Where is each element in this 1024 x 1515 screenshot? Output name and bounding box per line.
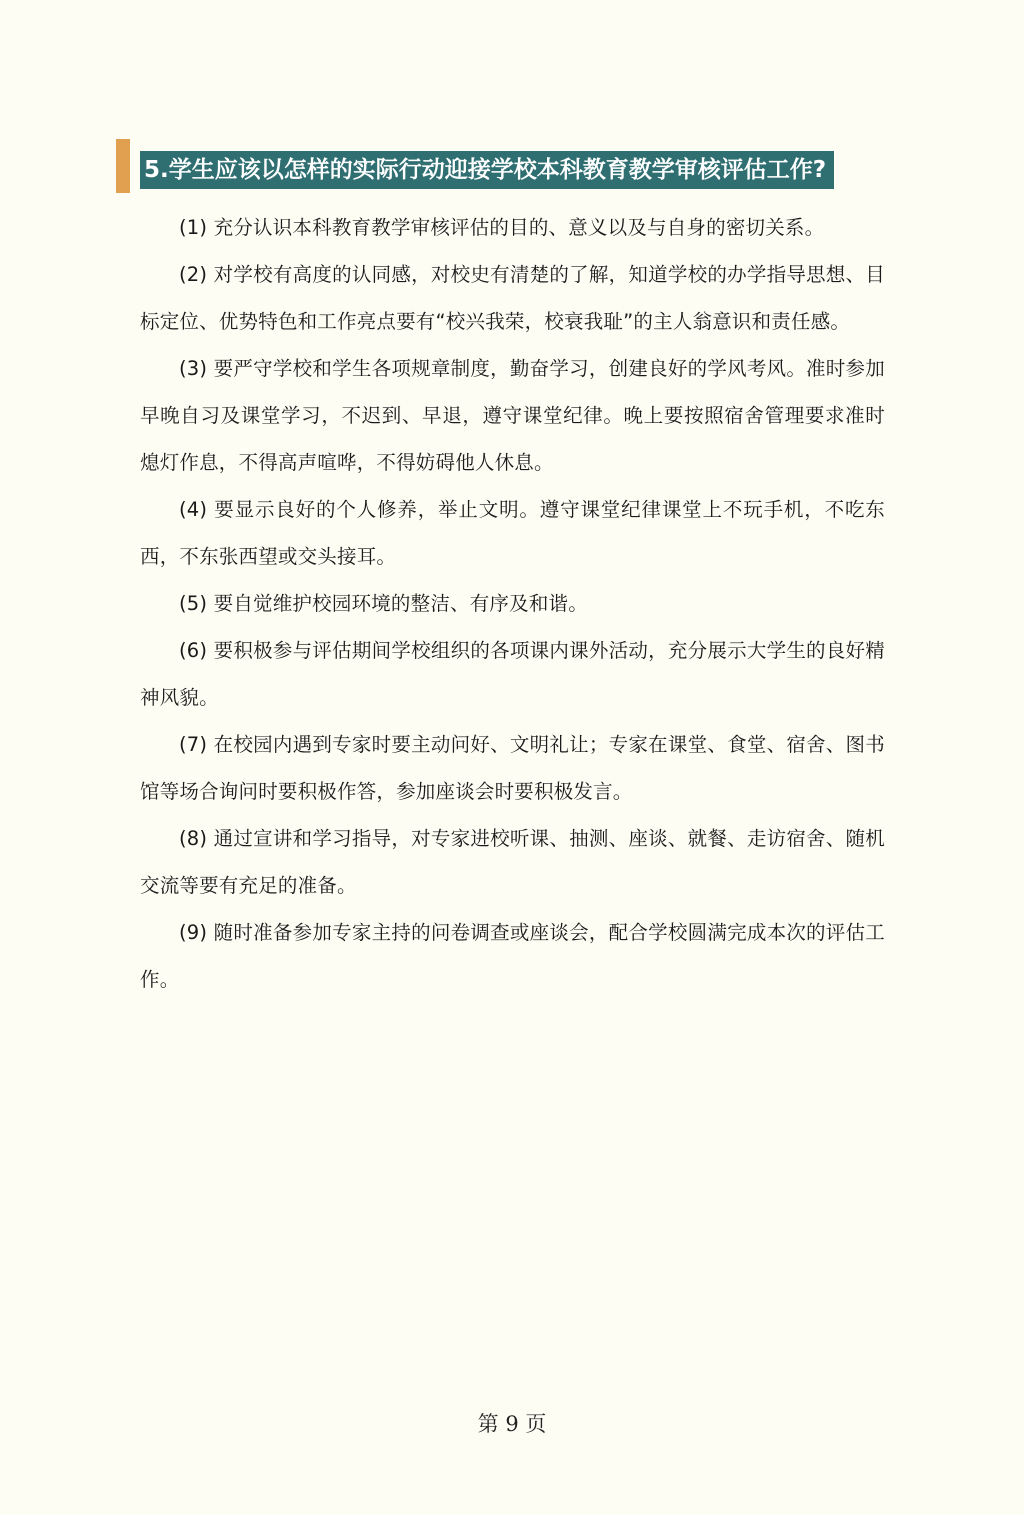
paragraph-1: (1) 充分认识本科教育教学审核评估的目的、意义以及与自身的密切关系。 (179, 216, 825, 239)
paragraph-7: (7) 在校园内遇到专家时要主动问好、文明礼让；专家在课堂、食堂、宿舍、图书馆等场合询问时要积极作答，参加座谈会时要积极发言。 (140, 733, 885, 803)
paragraph-3: (3) 要严守学校和学生各项规章制度，勤奋学习，创建良好的学风考风。准时参加早晚自习及课堂学习，不迟到、早退，遵守课堂纪律。晚上要按照宿舍管理要求准时熄灯作息，不得高声喧哗，不得妨碍他人休息。 (140, 357, 885, 474)
section-heading (116, 139, 834, 193)
paragraph-8: (8) 通过宣讲和学习指导，对专家进校听课、抽测、座谈、就餐、走访宿舍、随机交流等要有充足的准备。 (140, 827, 885, 897)
paragraph-6: (6) 要积极参与评估期间学校组织的各项课内课外活动，充分展示大学生的良好精神风貌。 (140, 639, 885, 709)
paragraph-9: (9) 随时准备参加专家主持的问卷调查或座谈会，配合学校圆满完成本次的评估工作。 (140, 921, 885, 991)
heading-accent-bar (116, 139, 130, 193)
paragraph-2: (2) 对学校有高度的认同感，对校史有清楚的了解，知道学校的办学指导思想、目标定位、优势特色和工作亮点要有“校兴我荣，校衰我耻”的主人翁意识和责任感。 (140, 263, 885, 333)
page-number: 第 9 页 (477, 1412, 547, 1436)
body-content (140, 204, 885, 1003)
heading-title: 5.学生应该以怎样的实际行动迎接学校本科教育教学审核评估工作? (140, 151, 834, 189)
paragraph-5: (5) 要自觉维护校园环境的整洁、有序及和谐。 (179, 592, 588, 615)
paragraph-4: (4) 要显示良好的个人修养，举止文明。遵守课堂纪律课堂上不玩手机，不吃东西，不东张西望或交头接耳。 (140, 498, 885, 568)
